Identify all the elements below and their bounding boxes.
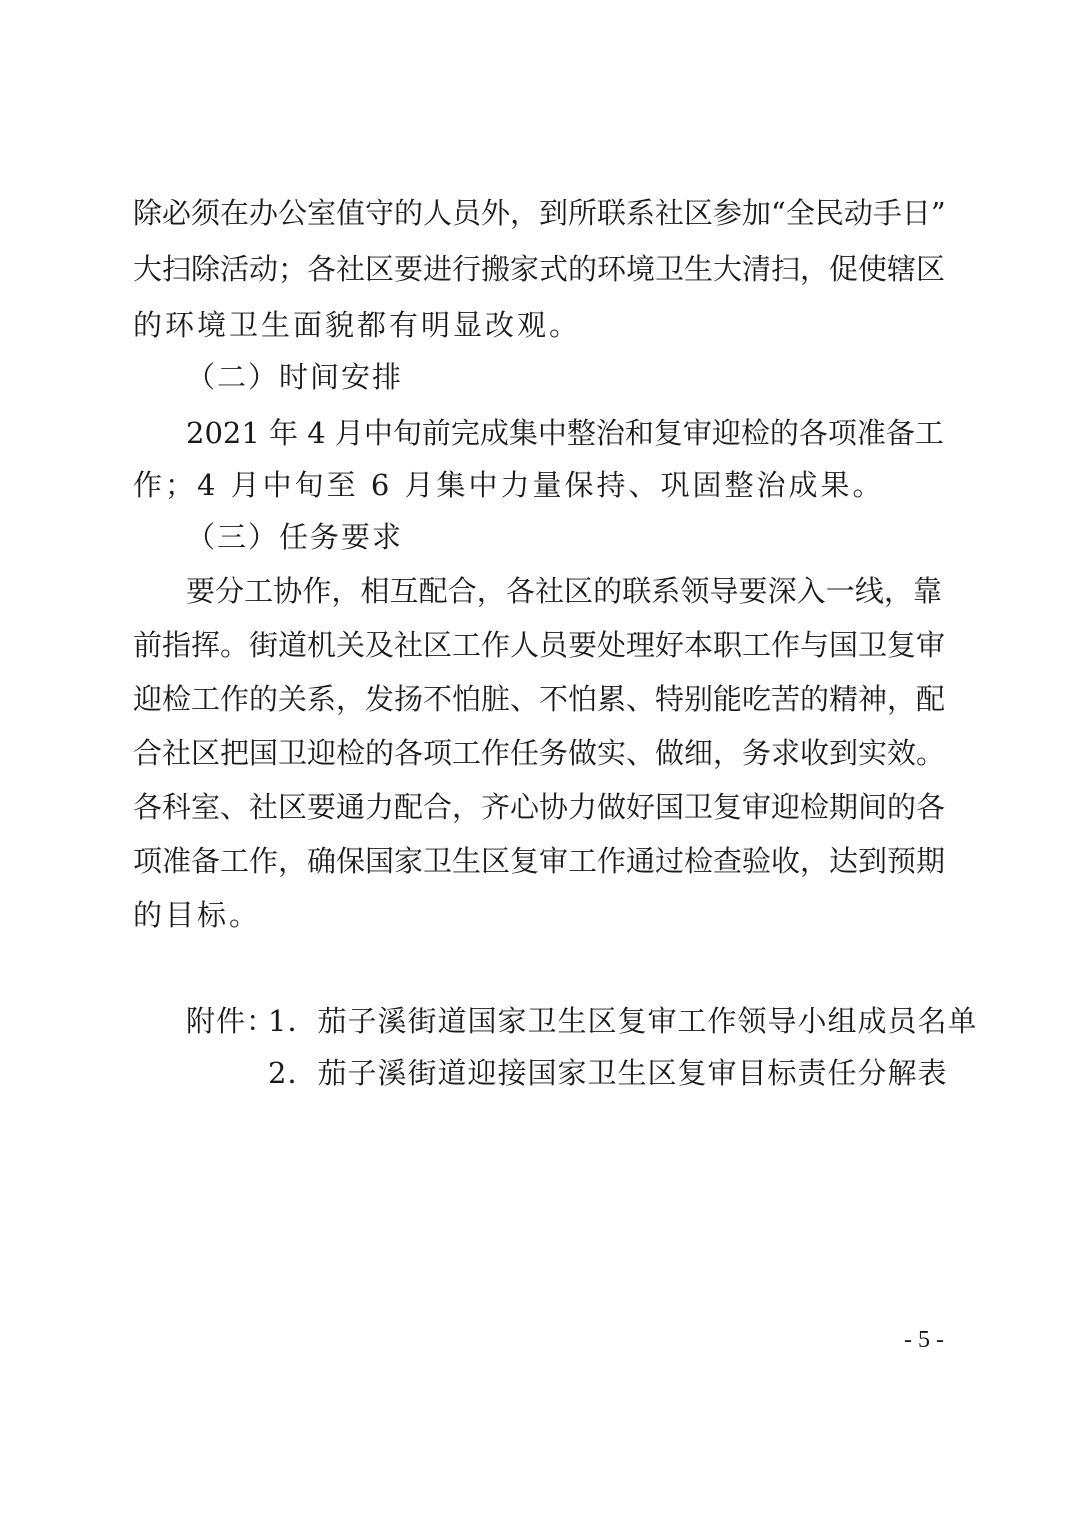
attachment-item-1: 1．茄子溪街道国家卫生区复审工作领导小组成员名单 bbox=[268, 1004, 978, 1038]
section-heading: （三）任务要求 bbox=[186, 520, 404, 554]
paragraph-line: 除必须在办公室值守的人员外，到所联系社区参加“全民动手日” bbox=[133, 196, 946, 230]
paragraph-line: 前指挥。街道机关及社区工作人员要处理好本职工作与国卫复审 bbox=[133, 628, 946, 662]
page-number: - 5 - bbox=[904, 1327, 944, 1353]
attachment-item-2: 2．茄子溪街道迎接国家卫生区复审目标责任分解表 bbox=[268, 1056, 948, 1090]
paragraph-line: 合社区把国卫迎检的各项工作任务做实、做细，务求收到实效。 bbox=[133, 736, 946, 770]
paragraph-line: 作；4 月中旬至 6 月集中力量保持、巩固整治成果。 bbox=[133, 468, 885, 502]
paragraph-line: 各科室、社区要通力配合，齐心协力做好国卫复审迎检期间的各 bbox=[133, 790, 946, 824]
section-heading: （二）时间安排 bbox=[186, 360, 404, 394]
paragraph-line: 大扫除活动；各社区要进行搬家式的环境卫生大清扫，促使辖区 bbox=[133, 252, 946, 286]
paragraph-line: 迎检工作的关系，发扬不怕脏、不怕累、特别能吃苦的精神，配 bbox=[133, 682, 946, 716]
paragraph-line: 2021 年 4 月中旬前完成集中整治和复审迎检的各项准备工 bbox=[186, 416, 944, 450]
paragraph-line: 要分工协作，相互配合，各社区的联系领导要深入一线，靠 bbox=[186, 574, 942, 608]
paragraph-line: 的目标。 bbox=[133, 898, 262, 932]
paragraph-line: 的环境卫生面貌都有明显改观。 bbox=[133, 308, 582, 342]
paragraph-line: 项准备工作，确保国家卫生区复审工作通过检查验收，达到预期 bbox=[133, 844, 946, 878]
attachment-label: 附件： bbox=[186, 1004, 277, 1038]
